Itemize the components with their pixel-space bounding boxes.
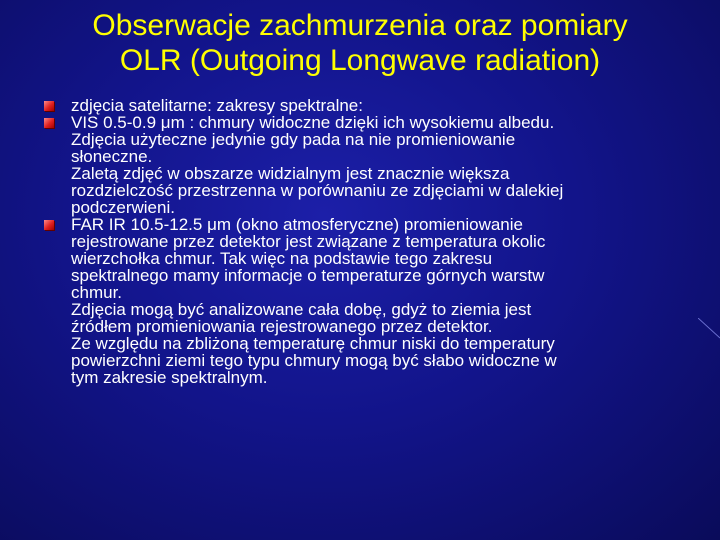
bullet-square-icon — [44, 118, 54, 128]
slide-title — [40, 8, 680, 78]
body-line: rozdzielczość przestrzenna w porównaniu ze zdjęciami w dalekiej — [71, 181, 564, 200]
title-line-2: OLR (Outgoing Longwave radiation) — [119, 44, 601, 77]
body-line: VIS 0.5-0.9 μm : chmury widoczne dzięki ich wysokiemu albedu. — [71, 113, 555, 132]
body-line: Zdjęcia mogą być analizowane cała dobę, gdyż to ziemia jest — [71, 300, 532, 319]
bullet-item-1 — [44, 97, 684, 114]
decorative-line-icon — [698, 318, 720, 340]
body-line: podczerwieni. — [71, 198, 175, 217]
body-line: spektralnego mamy informacje o temperaturze górnych warstw — [71, 266, 545, 285]
title-line-1: Obserwacje zachmurzenia oraz pomiary — [92, 9, 628, 42]
bullet-square-icon — [44, 220, 54, 230]
body-line: wierzchołka chmur. Tak więc na podstawie tego zakresu — [71, 249, 493, 268]
body-line: zdjęcia satelitarne: zakresy spektralne: — [71, 96, 363, 115]
body-line: źródłem promieniowania rejestrowanego przez detektor. — [71, 317, 493, 336]
body-line: chmur. — [71, 283, 123, 302]
bullet-item-3 — [44, 216, 684, 386]
bullet-square-icon — [44, 101, 54, 111]
body-line: powierzchni ziemi tego typu chmury mogą być słabo widoczne w — [71, 351, 557, 370]
body-line: tym zakresie spektralnym. — [71, 368, 268, 387]
slide-body — [44, 97, 684, 386]
body-line: FAR IR 10.5-12.5 μm (okno atmosferyczne) promieniowanie — [71, 215, 523, 234]
body-line: Zaletą zdjęć w obszarze widzialnym jest znacznie większa — [71, 164, 510, 183]
body-line: Zdjęcia użyteczne jedynie gdy pada na nie promieniowanie — [71, 130, 516, 149]
bullet-item-2 — [44, 114, 684, 216]
body-line: Ze względu na zbliżoną temperaturę chmur niski do temperatury — [71, 334, 555, 353]
body-line: rejestrowane przez detektor jest związane z temperatura okolic — [71, 232, 546, 251]
body-line: słoneczne. — [71, 147, 153, 166]
